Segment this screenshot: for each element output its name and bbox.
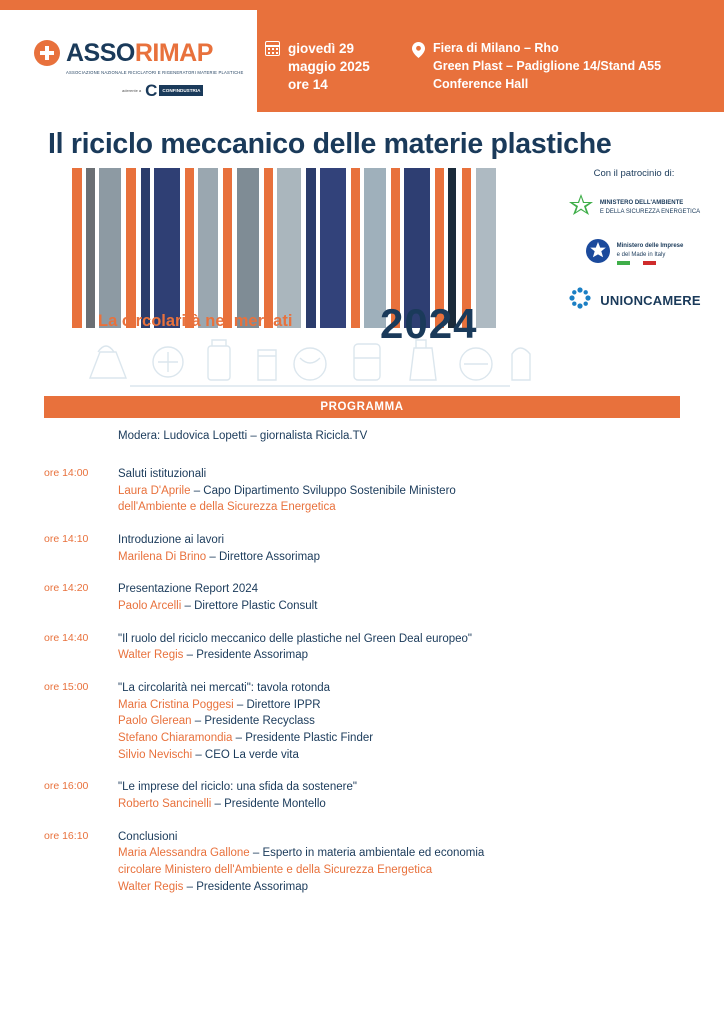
patronage-item-unioncamere (548, 285, 720, 316)
programme-item-speaker (118, 598, 684, 615)
speaker-role: – Direttore Plastic Consult (181, 600, 318, 613)
programme-item-body (118, 532, 684, 565)
patronage-title: Con il patrocinio di: (593, 168, 675, 179)
programme-item-speaker (118, 845, 684, 862)
programme-item-body (118, 581, 684, 614)
programme-item-speaker (118, 499, 684, 516)
page-title: Il riciclo meccanico delle materie plastiche (48, 128, 612, 160)
speaker-role: – Presidente Montello (211, 798, 326, 811)
programme-item-speaker (118, 879, 684, 896)
event-header-info (257, 0, 724, 112)
programme-item-time: ore 15:00 (44, 681, 89, 694)
programme-item-time: ore 16:00 (44, 780, 89, 793)
programma-bar: PROGRAMMA (44, 396, 680, 418)
event-date-block (257, 40, 412, 95)
programme-item-time: ore 16:10 (44, 829, 89, 842)
programme-item-speaker (118, 647, 684, 664)
programme-item-title: Conclusioni (118, 830, 178, 843)
event-place-block (412, 40, 661, 93)
confindustria-label: CONFINDUSTRIA (159, 85, 203, 97)
speaker-role: – Presidente Recyclass (191, 715, 315, 728)
programme-item-title: Introduzione ai lavori (118, 534, 225, 547)
patronage-item-ambiente (548, 193, 720, 222)
speaker-name: Walter Regis (118, 649, 184, 662)
speaker-name: Walter Regis (118, 880, 184, 893)
patronage-block (548, 168, 720, 316)
programme-item-speaker (118, 747, 684, 764)
programme-item-body (118, 779, 684, 812)
speaker-name: Maria Cristina Poggesi (118, 698, 234, 711)
programme-item-speaker (118, 549, 684, 566)
speaker-role: – Presidente Assorimap (183, 649, 309, 662)
event-date-text: giovedì 29 maggio 2025 ore 14 (288, 41, 370, 93)
hero-caption: La circolarità nei mercati (98, 312, 293, 330)
republic-emblem-icon (585, 238, 611, 269)
programme-item-title: "La circolarità nei mercati": tavola rotonda (118, 682, 331, 695)
speaker-name: Silvio Nevischi (118, 748, 193, 761)
speaker-role: – Presidente Assorimap (183, 880, 309, 893)
programme-item-title: "Il ruolo del riciclo meccanico delle plastiche nel Green Deal europeo" (118, 632, 472, 645)
logo-wordmark: ASSORIMAP (66, 38, 213, 67)
programme-item-speaker (118, 713, 684, 730)
programme-item-speaker (118, 796, 684, 813)
speaker-name: Paolo Arcelli (118, 600, 182, 613)
programme-item-title: Saluti istituzionali (118, 468, 207, 480)
cross-icon (34, 40, 60, 66)
speaker-role: – CEO La verde vita (192, 748, 299, 761)
location-pin-icon (412, 42, 425, 55)
programme-item-speaker (118, 862, 684, 879)
speaker-role: – Direttore IPPR (233, 698, 321, 711)
programme-item-body (118, 466, 684, 516)
programme-item-title: "Le imprese del riciclo: una sfida da sostenere" (118, 781, 357, 794)
speaker-name: Laura D'Aprile (118, 484, 191, 497)
logo-subtitle: ASSOCIAZIONE NAZIONALE RICICLATORI E RIGENERATORI MATERIE PLASTICHE (66, 70, 244, 75)
unioncamere-emblem-icon (567, 285, 593, 316)
adherent-label: aderente a (122, 87, 142, 93)
programme-item (44, 631, 684, 664)
speaker-role: – Capo Dipartimento Sviluppo Sostenibile Ministero (190, 484, 456, 497)
programme-item-time: ore 14:40 (44, 631, 89, 644)
speaker-name: Maria Alessandra Gallone (118, 847, 250, 860)
star-emblem-icon (568, 193, 594, 222)
confindustria-logo (145, 82, 203, 99)
programme-item-time: ore 14:10 (44, 533, 89, 546)
speaker-name: Marilena Di Brino (118, 550, 207, 563)
speaker-name: circolare Ministero dell'Ambiente e della Sicurezza Energetica (118, 864, 433, 877)
programme-item (44, 680, 684, 763)
top-orange-bar-left (0, 0, 257, 10)
unioncamere-label: UNIONCAMERE (600, 293, 701, 308)
programme-item-speaker (118, 697, 684, 714)
assorimap-logo (34, 40, 244, 99)
patronage-item-imprese (548, 238, 720, 269)
moderator-line: Modera: Ludovica Lopetti – giornalista Ricicla.TV (118, 430, 368, 442)
speaker-role: – Esperto in materia ambientale ed economia (249, 847, 485, 860)
programme-item-speaker (118, 483, 684, 500)
speaker-name: Stefano Chiaramondia (118, 732, 233, 745)
calendar-icon (265, 41, 280, 56)
speaker-name: Roberto Sancinelli (118, 798, 212, 811)
confindustria-adherent (122, 82, 244, 99)
programme-item-time: ore 14:20 (44, 582, 89, 595)
programme-item (44, 532, 684, 565)
programme-item-body (118, 631, 684, 664)
speaker-role: – Presidente Plastic Finder (232, 732, 374, 745)
programme-item (44, 829, 684, 896)
programme-item (44, 466, 684, 516)
programme-item (44, 779, 684, 812)
patronage-text-imprese: Ministero delle Imprese e del Made in Italy (617, 242, 684, 264)
speaker-role: – Direttore Assorimap (206, 550, 320, 563)
speaker-name: Paolo Glerean (118, 715, 192, 728)
speaker-name: dell'Ambiente e della Sicurezza Energetica (118, 501, 336, 514)
programme-item (44, 581, 684, 614)
programme-list (44, 466, 684, 911)
programme-item-speaker (118, 730, 684, 747)
confindustria-c: C (145, 80, 158, 100)
hero-year: 2024 (380, 300, 478, 347)
event-place-text: Fiera di Milano – Rho Green Plast – Padiglione 14/Stand A55 Conference Hall (433, 41, 662, 91)
programme-item-body (118, 680, 684, 763)
programme-item-body (118, 829, 684, 896)
patronage-text-ambiente: MINISTERO DELL'AMBIENTE E DELLA SICUREZZA ENERGETICA (599, 200, 701, 215)
programme-item-title: Presentazione Report 2024 (118, 583, 259, 596)
programme-item-time: ore 14:00 (44, 467, 89, 479)
